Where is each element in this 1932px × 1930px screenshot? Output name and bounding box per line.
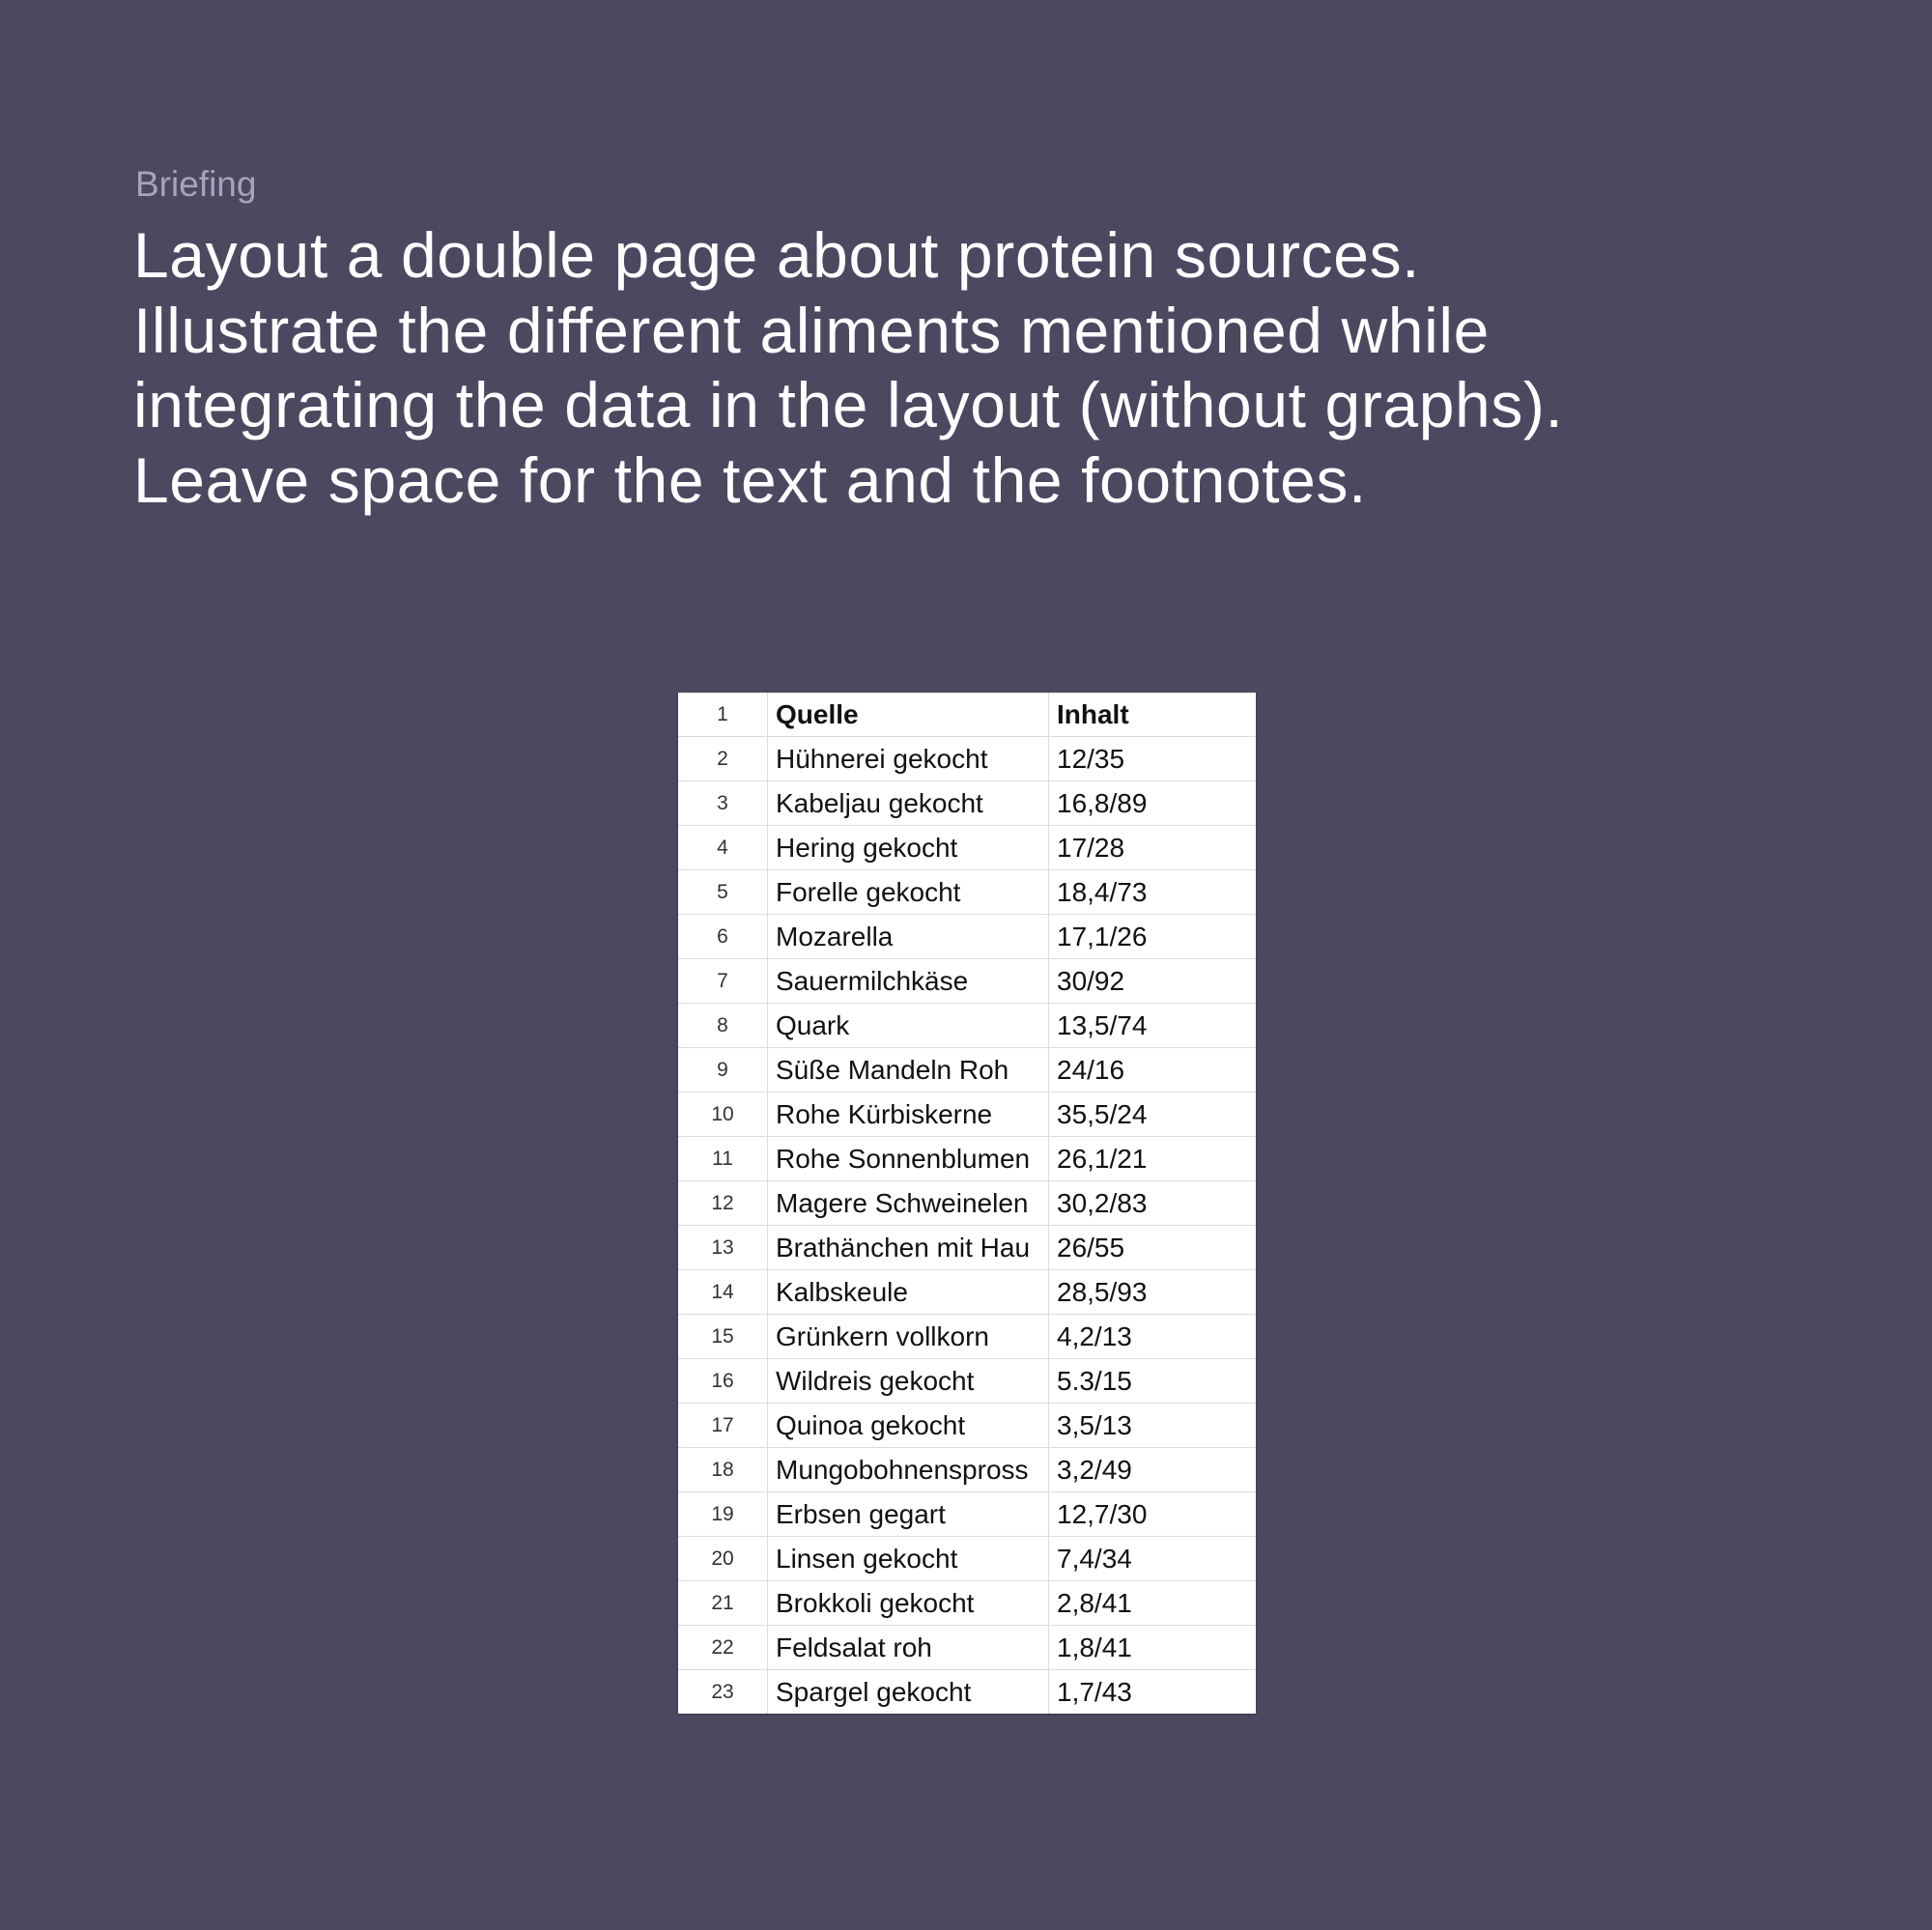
table-row (678, 737, 1256, 781)
cell-quelle: Brathänchen mit Hau (768, 1226, 1049, 1270)
row-number: 8 (678, 1004, 768, 1048)
table-row (678, 870, 1256, 915)
row-number: 3 (678, 781, 768, 826)
row-number: 4 (678, 826, 768, 870)
table-row (678, 1315, 1256, 1359)
row-number: 6 (678, 915, 768, 959)
protein-table-sheet (678, 693, 1256, 1714)
table-row (678, 1581, 1256, 1626)
cell-inhalt: 7,4/34 (1049, 1537, 1257, 1581)
table-row (678, 781, 1256, 826)
row-number: 21 (678, 1581, 768, 1626)
row-number: 13 (678, 1226, 768, 1270)
row-number: 15 (678, 1315, 768, 1359)
row-number: 22 (678, 1626, 768, 1670)
briefing-line: Leave space for the text and the footnotes. (133, 443, 1367, 516)
cell-inhalt: 3,2/49 (1049, 1448, 1257, 1492)
row-number: 19 (678, 1492, 768, 1537)
table-row (678, 1670, 1256, 1715)
row-number: 14 (678, 1270, 768, 1315)
cell-inhalt: 26/55 (1049, 1226, 1257, 1270)
cell-quelle: Feldsalat roh (768, 1626, 1049, 1670)
table-row (678, 1404, 1256, 1448)
cell-quelle: Brokkoli gekocht (768, 1581, 1049, 1626)
cell-quelle: Quinoa gekocht (768, 1404, 1049, 1448)
table-header-row (678, 693, 1256, 737)
cell-inhalt: 12,7/30 (1049, 1492, 1257, 1537)
cell-quelle: Sauermilchkäse (768, 959, 1049, 1004)
protein-table (678, 693, 1256, 1714)
briefing-label: Briefing (135, 164, 257, 204)
cell-quelle: Hering gekocht (768, 826, 1049, 870)
table-row (678, 1226, 1256, 1270)
row-number: 2 (678, 737, 768, 781)
row-number: 23 (678, 1670, 768, 1715)
row-number: 16 (678, 1359, 768, 1404)
cell-quelle: Erbsen gegart (768, 1492, 1049, 1537)
row-number: 10 (678, 1093, 768, 1137)
table-row (678, 1537, 1256, 1581)
cell-inhalt: 30,2/83 (1049, 1181, 1257, 1226)
table-row (678, 1270, 1256, 1315)
table-row (678, 1359, 1256, 1404)
briefing-text (133, 218, 1833, 518)
cell-inhalt: 35,5/24 (1049, 1093, 1257, 1137)
cell-inhalt: 24/16 (1049, 1048, 1257, 1093)
cell-quelle: Linsen gekocht (768, 1537, 1049, 1581)
cell-quelle: Magere Schweinelen (768, 1181, 1049, 1226)
cell-inhalt: 17/28 (1049, 826, 1257, 870)
cell-inhalt: 26,1/21 (1049, 1137, 1257, 1181)
cell-inhalt: 2,8/41 (1049, 1581, 1257, 1626)
row-number: 12 (678, 1181, 768, 1226)
cell-quelle: Kalbskeule (768, 1270, 1049, 1315)
row-number: 1 (678, 693, 768, 737)
cell-quelle: Süße Mandeln Roh (768, 1048, 1049, 1093)
cell-quelle: Grünkern vollkorn (768, 1315, 1049, 1359)
row-number: 5 (678, 870, 768, 915)
table-row (678, 1093, 1256, 1137)
table-row (678, 1004, 1256, 1048)
cell-quelle: Kabeljau gekocht (768, 781, 1049, 826)
row-number: 9 (678, 1048, 768, 1093)
row-number: 7 (678, 959, 768, 1004)
cell-inhalt: 17,1/26 (1049, 915, 1257, 959)
cell-quelle: Hühnerei gekocht (768, 737, 1049, 781)
row-number: 17 (678, 1404, 768, 1448)
table-row (678, 826, 1256, 870)
cell-inhalt: 18,4/73 (1049, 870, 1257, 915)
table-row (678, 1181, 1256, 1226)
table-row (678, 915, 1256, 959)
cell-quelle: Mungobohnenspross (768, 1448, 1049, 1492)
cell-inhalt: 1,8/41 (1049, 1626, 1257, 1670)
cell-inhalt: 13,5/74 (1049, 1004, 1257, 1048)
cell-quelle: Rohe Kürbiskerne (768, 1093, 1049, 1137)
column-header-inhalt: Inhalt (1049, 693, 1257, 737)
row-number: 11 (678, 1137, 768, 1181)
table-row (678, 1137, 1256, 1181)
cell-quelle: Forelle gekocht (768, 870, 1049, 915)
row-number: 20 (678, 1537, 768, 1581)
briefing-line: integrating the data in the layout (without graphs). (133, 369, 1564, 440)
cell-quelle: Spargel gekocht (768, 1670, 1049, 1715)
cell-quelle: Quark (768, 1004, 1049, 1048)
cell-inhalt: 12/35 (1049, 737, 1257, 781)
cell-inhalt: 4,2/13 (1049, 1315, 1257, 1359)
table-row (678, 1448, 1256, 1492)
cell-quelle: Mozarella (768, 915, 1049, 959)
cell-inhalt: 1,7/43 (1057, 1676, 1132, 1707)
briefing-line: Layout a double page about protein sources. (133, 219, 1421, 291)
table-row (678, 1626, 1256, 1670)
column-header-quelle: Quelle (768, 693, 1049, 737)
table-row (678, 1492, 1256, 1537)
cell-quelle: Wildreis gekocht (768, 1359, 1049, 1404)
cell-inhalt: 5.3/15 (1049, 1359, 1257, 1404)
cell-quelle: Rohe Sonnenblumen (768, 1137, 1049, 1181)
cell-inhalt: 28,5/93 (1049, 1270, 1257, 1315)
cell-inhalt: 16,8/89 (1049, 781, 1257, 826)
table-row (678, 959, 1256, 1004)
cell-inhalt: 30/92 (1049, 959, 1257, 1004)
cell-inhalt: 3,5/13 (1049, 1404, 1257, 1448)
row-number: 18 (678, 1448, 768, 1492)
table-row (678, 1048, 1256, 1093)
briefing-line: Illustrate the different aliments mentioned while (133, 294, 1490, 366)
